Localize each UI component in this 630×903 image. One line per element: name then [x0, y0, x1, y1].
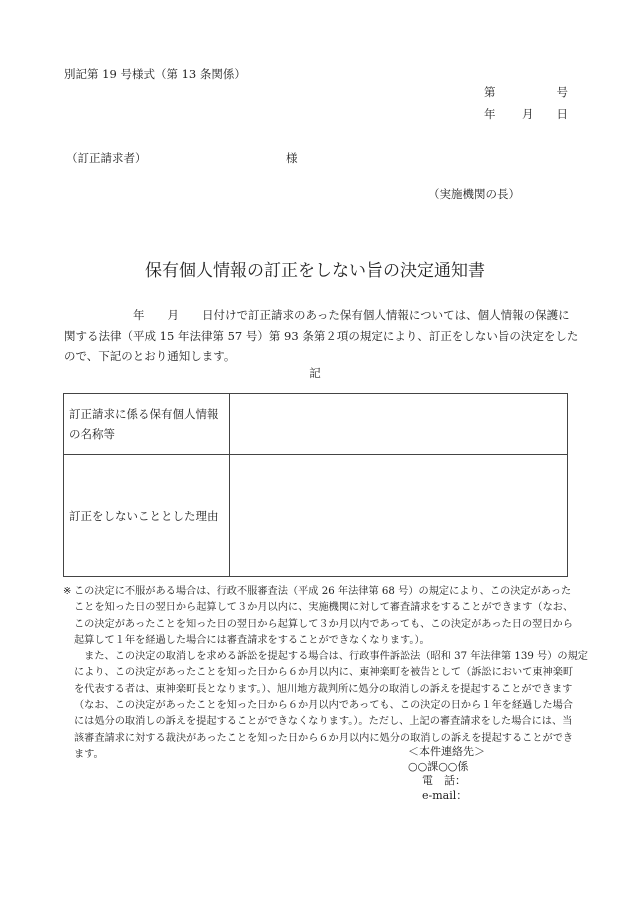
- contact-heading: ＜本件連絡先＞: [408, 745, 485, 758]
- contact-phone: 電 話：: [422, 774, 466, 787]
- honorific: 様: [286, 151, 298, 165]
- note-line: また、この決定の取消しを求める訴訟を提起する場合は、行政事件訴訟法（昭和 37 年法律第 139 号）の規定: [74, 651, 588, 663]
- agency-head-label: （実施機関の長）: [428, 187, 520, 201]
- form-identifier: 別記第 19 号様式（第 13 条関係）: [64, 67, 246, 81]
- note-line: ことを知った日の翌日から起算して３か月以内に、実施機関に対して審査請求をすることができます（なお、: [74, 602, 574, 614]
- info-name-label-line2: の名称等: [69, 427, 115, 441]
- body-line: ので、下記のとおり通知します。: [64, 349, 236, 363]
- body-paragraph: [64, 305, 579, 367]
- info-name-label: [64, 394, 230, 455]
- ki-heading: 記: [309, 366, 321, 380]
- note-line: ます。: [74, 748, 104, 760]
- requester-label: （訂正請求者）: [66, 151, 147, 165]
- reason-label: 訂正をしないこととした理由: [64, 455, 230, 577]
- decision-table: [63, 393, 568, 577]
- table-row: [64, 455, 568, 577]
- info-name-value[interactable]: [230, 394, 568, 455]
- contact-block: [408, 745, 485, 803]
- note-line: を代表する者は、東神楽町長となります。）、旭川地方裁判所に処分の取消しの訴えを提起することができます: [74, 683, 573, 695]
- note-line: 起算して１年を経過した場合には審査請求をすることができなくなります。）。: [74, 634, 430, 646]
- contact-email: e-mail：: [422, 788, 468, 802]
- note-line: 該審査請求に対する裁決があったことを知った日から６か月以内に処分の取消しの訴えを提起することができ: [74, 732, 574, 744]
- date-day: 日: [556, 107, 568, 121]
- note-lines: [74, 584, 588, 763]
- note-line: この決定に不服がある場合は、行政不服審査法（平成 26 年法律第 68 号）の規定により、この決定があった: [74, 586, 572, 597]
- reason-value[interactable]: [230, 455, 568, 577]
- number-prefix: 第: [484, 85, 496, 99]
- table-row: [64, 394, 568, 455]
- appeal-note: [63, 584, 588, 763]
- note-line: （なお、この決定があったことを知った日から６か月以内であっても、この決定の日から１年を経過した場合: [74, 700, 573, 712]
- body-line: 年 月 日付けで訂正請求のあった保有個人情報については、個人情報の保護に: [64, 308, 570, 322]
- document-title: 保有個人情報の訂正をしない旨の決定通知書: [145, 261, 485, 281]
- number-suffix: 号: [556, 85, 568, 99]
- note-mark: ※: [63, 586, 72, 597]
- info-name-label-line1: 訂正請求に係る保有個人情報: [69, 407, 219, 421]
- body-line: 関する法律（平成 15 年法律第 57 号）第 93 条第２項の規定により、訂正をしない旨の決定をした: [64, 328, 579, 343]
- date-year: 年: [484, 107, 496, 121]
- date-month: 月: [522, 107, 534, 121]
- note-line: この決定があったことを知った日の翌日から起算して３か月以内であっても、この決定があった日の翌日から: [74, 618, 573, 630]
- note-line: により、この決定があったことを知った日から６か月以内に、東神楽町を被告として（訴訟において東神楽町: [74, 667, 574, 679]
- contact-section: ○○課○○係: [408, 759, 469, 773]
- note-line: には処分の取消しの訴えを提起することができなくなります。）。ただし、上記の審査請求をした場合には、当: [74, 716, 573, 728]
